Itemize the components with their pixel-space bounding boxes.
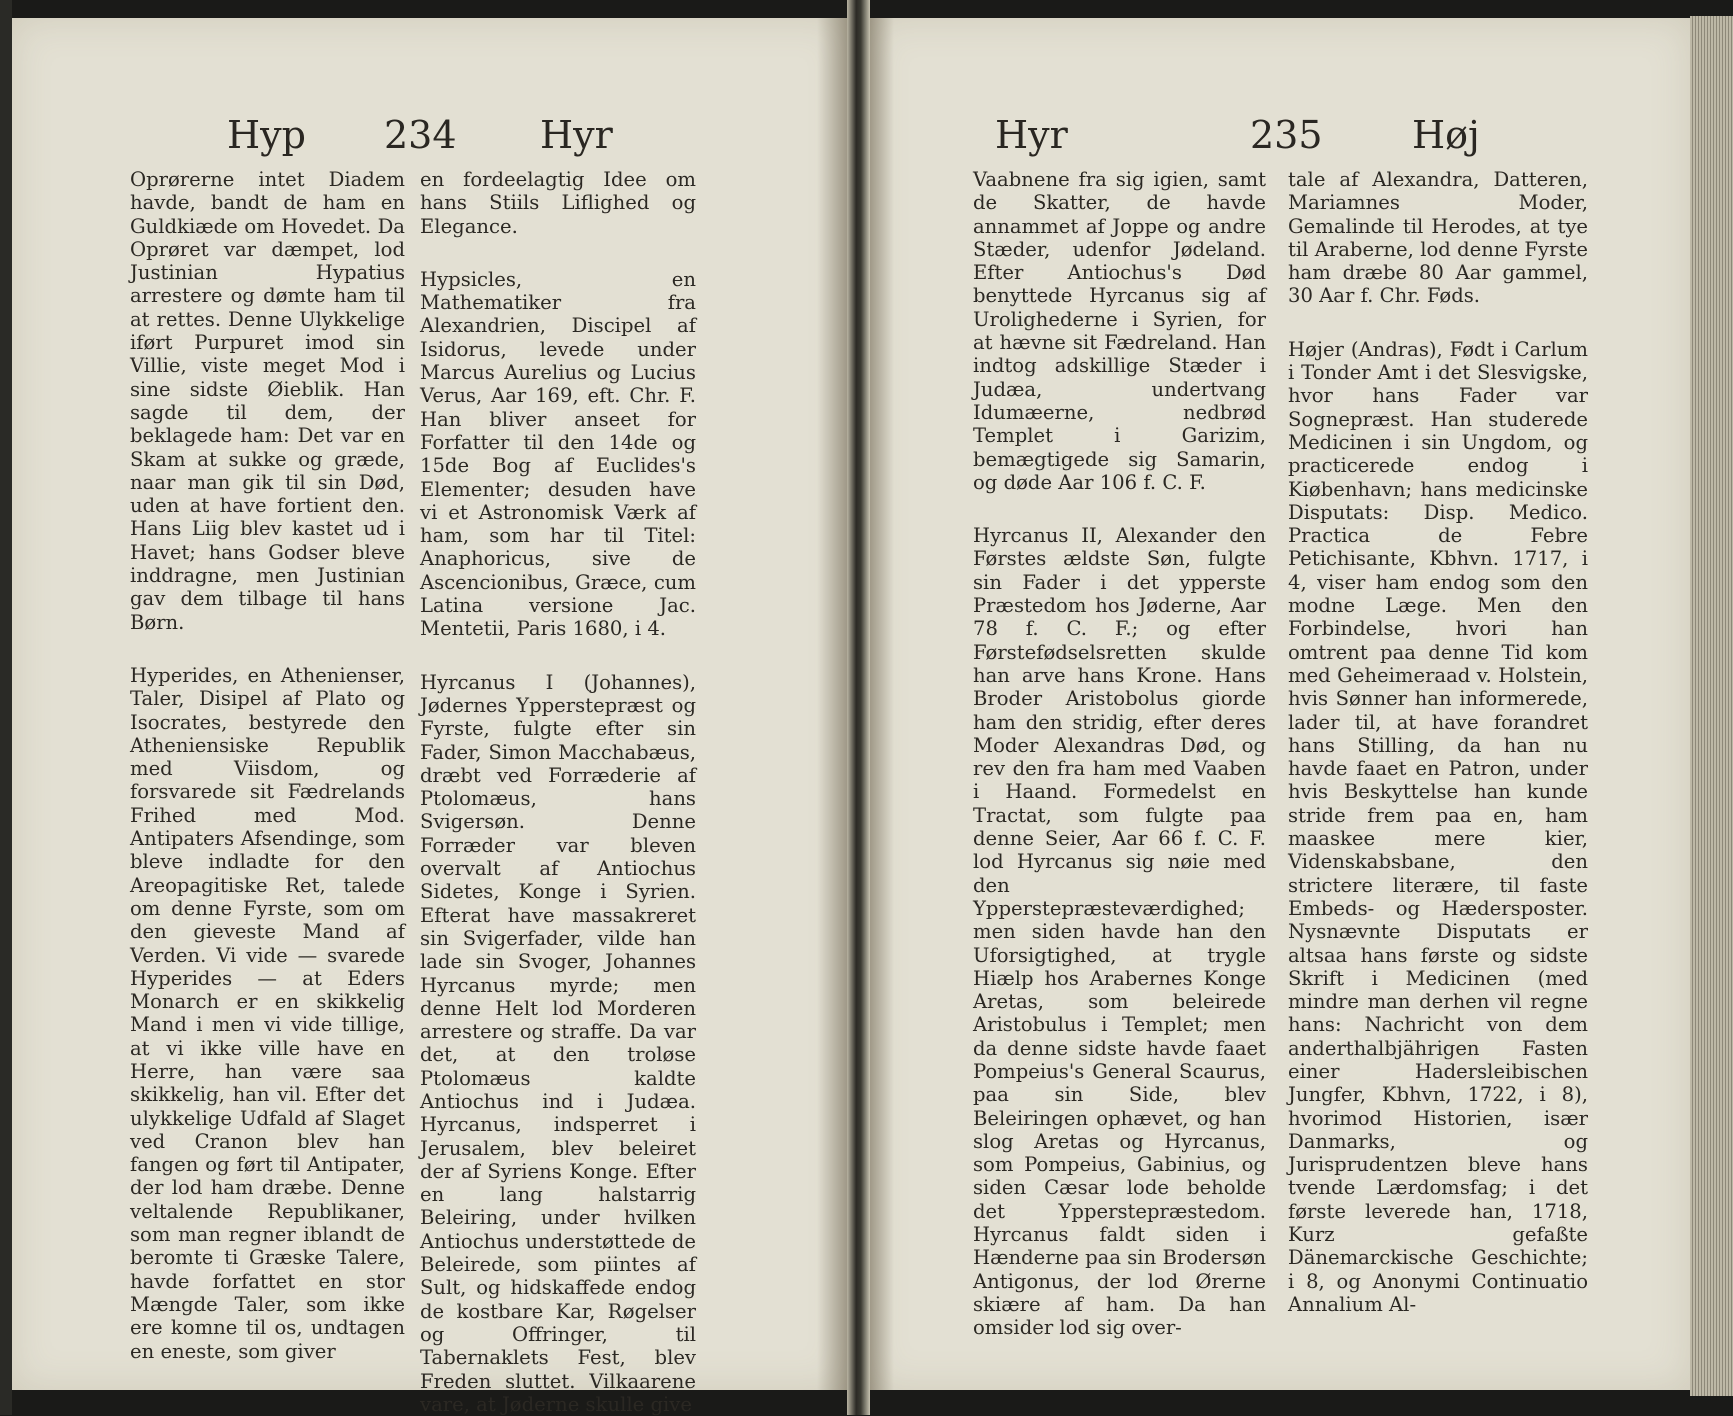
left-page-header (12, 113, 847, 163)
right-header-catchword-right: Høj (1412, 113, 1480, 157)
right-page (870, 18, 1690, 1390)
book-edge-left (0, 0, 12, 1415)
book-gutter (847, 0, 870, 1415)
right-page-column-2 (1288, 168, 1588, 1316)
left-header-catchword-right: Hyr (540, 113, 613, 157)
right-page-number: 235 (1250, 113, 1323, 157)
paragraph: Hypsicles, en Mathematiker fra Alexandrien, Discipel af Isidorus, levede under Marcus Aurelius og Lucius Verus, Aar 169, eft. Chr. F. Han bliver anseet for Forfatter til den 14de og 15de Bog af Euclides's Elementer; desuden have vi et Astronomisk Værk af ham, som har til Titel: Anaphoricus, sive de Ascencionibus, Græce, cum Latina versione Jac. Mentetii, Paris 1680, i 4. (420, 267, 696, 641)
paragraph: tale af Alexandra, Datteren, Mariamnes Moder, Gemalinde til Herodes, at tye til Araberne, lod denne Fyrste ham dræbe 80 Aar gammel, 30 Aar f. Chr. Føds. (1288, 168, 1588, 308)
left-page-column-1 (130, 168, 405, 1363)
paragraph: Højer (Andras), Født i Carlum i Tonder Amt i det Slesvigske, hvor hans Fader var Sognepræst. Han studerede Medicinen i sin Ungdom, og practicerede endog i Kiøbenhavn; hans medicinske Disputats: Disp. Medico. Practica de Febre Petichisante, Kbhvn. 1717, i 4, viser ham endog som den modne Læge. Men den Forbindelse, hvori han omtrent paa denne Tid kom med Geheimeraad v. Holstein, hvis Sønner han informerede, lader til, at have forandret hans Stilling, da han nu havde faaet en Patron, under hvis Beskyttelse han kunde stride frem paa en, ham maaskee mere kier, Videnskabsbane, den strictere literære, til faste Embeds- og Hædersposter. Nysnævnte Disputats er altsaa hans første og sidste Skrift i Medicinen (med mindre man derhen vil regne hans: Nachricht von dem anderthalbjährigen Fasten einer Hadersleibischen Jungfer, Kbhvn, 1722, i 8), hvorimod Historien, især Danmarks, og Jurisprudentzen bleve hans tvende Lærdomsfag; i det første leverede han, 1718, Kurz gefaßte Dänemarckische Geschichte; i 8, og Anonymi Continuatio Annalium Al- (1288, 337, 1588, 1316)
right-page-header (870, 113, 1690, 163)
book-fore-edge (1690, 16, 1733, 1396)
paragraph: Oprørerne intet Diadem havde, bandt de ham en Guldkiæde om Hovedet. Da Oprøret var dæmpet, lod Justinian Hypatius arrestere og dømte ham til at rettes. Denne Ulykkelige iført Purpuret imod sin Villie, viste meget Mod i sine sidste Øieblik. Han sagde til dem, der beklagede ham: Det var en Skam at sukke og græde, naar man gik til sin Død, uden at have fortient den. Hans Liig blev kastet ud i Havet; hans Godser bleve inddragne, men Justinian gav dem tilbage til hans Børn. (130, 168, 405, 634)
paragraph: en fordeelagtig Idee om hans Stiils Liflighed og Elegance. (420, 168, 696, 238)
gutter-shadow-right (870, 18, 894, 1390)
paragraph: Vaabnene fra sig igien, samt de Skatter, de havde annammet af Joppe og andre Stæder, udenfor Jødeland. Efter Antiochus's Død benyttede Hyrcanus sig af Urolighederne i Syrien, for at hævne sit Fædreland. Han indtog adskillige Stæder i Judæa, undertvang Idumæerne, nedbrød Templet i Garizim, bemægtigede sig Samarin, og døde Aar 106 f. C. F. (973, 168, 1266, 494)
paragraph: Hyrcanus II, Alexander den Førstes ældste Søn, fulgte sin Fader i det ypperste Præstedom hos Jøderne, Aar 78 f. C. F.; og efter Førstefødselsretten skulde han arve hans Krone. Hans Broder Aristobolus giorde ham den stridig, efter deres Moder Alexandras Død, og rev den fra ham med Vaaben i Haand. Formedelst en Tractat, som fulgte paa denne Seier, Aar 66 f. C. F. lod Hyrcanus sig nøie med den Ypperstepræsteværdighed; men siden havde han den Uforsigtighed, at trygle Hiælp hos Arabernes Konge Aretas, som beleirede Aristobulus i Templet; men da denne sidste havde faaet Pompeius's General Scaurus, paa sin Side, blev Beleiringen ophævet, og han slog Aretas og Hyrcanus, som Pompeius, Gabinius, og siden Cæsar lode beholde det Ypperstepræstedom. Hyrcanus faldt siden i Hænderne paa sin Brodersøn Antigonus, der lod Ørerne skiære af ham. Da han omsider lod sig over- (973, 524, 1266, 1340)
paragraph: Hyperides, en Athenienser, Taler, Disipel af Plato og Isocrates, bestyrede den Atheniensiske Republik med Viisdom, og forsvarede sit Fædrelands Frihed med Mod. Antipaters Afsendinge, som bleve indladte for den Areopagitiske Ret, talede om denne Fyrste, som om den gieveste Mand af Verden. Vi vide — svarede Hyperides — at Eders Monarch er en skikkelig Mand i men vi vide tillige, at vi ikke ville have en Herre, han være saa skikkelig, han vil. Efter det ulykkelige Udfald af Slaget ved Cranon blev han fangen og ført til Antipater, der lod ham dræbe. Denne veltalende Republikaner, som man regner iblandt de beromte ti Græske Talere, havde forfattet en stor Mængde Taler, som ikke ere komne til os, undtagen en eneste, som giver (130, 663, 405, 1363)
gutter-shadow-left (817, 18, 847, 1390)
left-page-column-2 (420, 168, 696, 1416)
right-page-column-1 (973, 168, 1266, 1340)
paragraph: Hyrcanus I (Johannes), Jødernes Ypperstepræst og Fyrste, fulgte efter sin Fader, Simon Macchabæus, dræbt ved Forræderie af Ptolomæus, hans Svigersøn. Denne Forræder var bleven overvalt af Antiochus Sidetes, Konge i Syrien. Efterat have massakreret sin Svigerfader, vilde han lade sin Svoger, Johannes Hyrcanus myrde; men denne Helt lod Morderen arrestere og straffe. Da var det, at den troløse Ptolomæus kaldte Antiochus ind i Judæa. Hyrcanus, indsperret i Jerusalem, blev beleiret der af Syriens Konge. Efter en lang halstarrig Beleiring, under hvilken Antiochus understøttede de Beleirede, som piintes af Sult, og hidskaffede endog de kostbare Kar, Røgelser og Offringer, til Tabernaklets Fest, blev Freden sluttet. Vilkaarene vare, at Jøderne skulle give (420, 670, 696, 1416)
right-header-catchword-left: Hyr (995, 113, 1068, 157)
left-page (12, 18, 847, 1416)
left-page-number: 234 (384, 113, 457, 157)
left-header-catchword-left: Hyp (227, 113, 306, 157)
